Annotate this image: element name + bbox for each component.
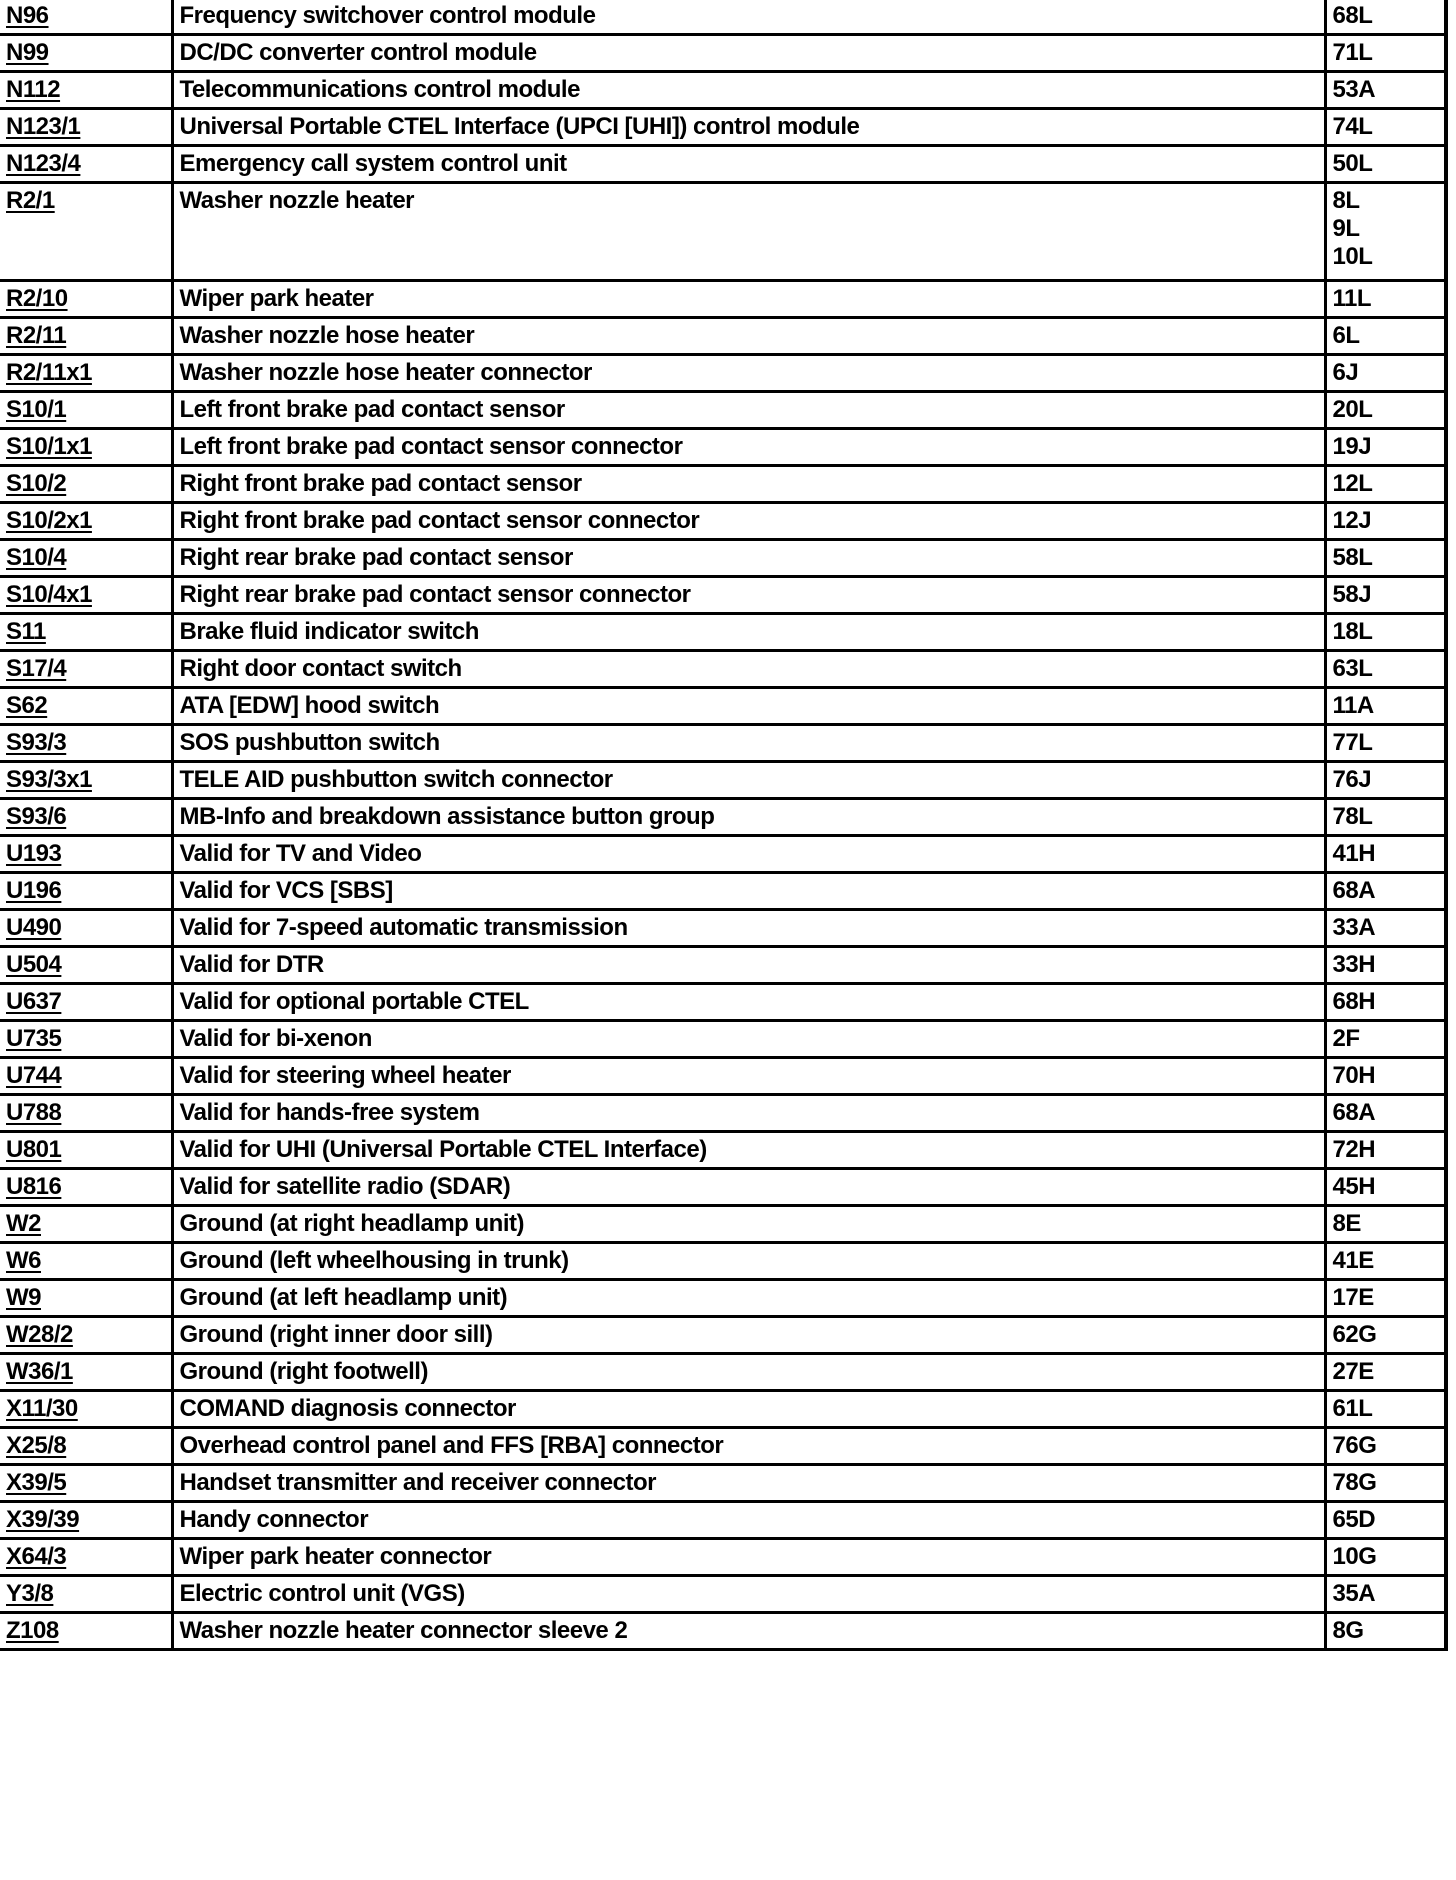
component-code-link[interactable]: N123/4 (6, 150, 81, 177)
grid-location-cell (1325, 540, 1446, 577)
grid-location: 41H (1332, 840, 1376, 867)
table-row (0, 1280, 1446, 1317)
component-description: Washer nozzle heater connector sleeve 2 (172, 1613, 1325, 1650)
table-row (0, 392, 1446, 429)
grid-location-cell (1325, 577, 1446, 614)
grid-location-cell (1325, 72, 1446, 109)
table-row (0, 540, 1446, 577)
component-code-link[interactable]: S62 (6, 692, 48, 719)
grid-location: 78L (1332, 803, 1373, 830)
grid-location: 71L (1332, 39, 1373, 66)
component-description: Right front brake pad contact sensor (172, 466, 1325, 503)
grid-location: 12J (1332, 507, 1372, 534)
component-code-cell (0, 1317, 172, 1354)
grid-location: 74L (1332, 113, 1373, 140)
grid-location-cell (1325, 651, 1446, 688)
grid-location: 27E (1332, 1358, 1374, 1385)
grid-location-cell (1325, 1280, 1446, 1317)
component-code-cell (0, 1539, 172, 1576)
component-code-cell (0, 836, 172, 873)
grid-location: 2F (1332, 1025, 1360, 1052)
table-row (0, 466, 1446, 503)
component-code-link[interactable]: S10/1x1 (6, 433, 92, 460)
grid-location: 53A (1332, 76, 1376, 103)
component-code-cell (0, 503, 172, 540)
component-description: Valid for UHI (Universal Portable CTEL Interface) (172, 1132, 1325, 1169)
grid-location-cell (1325, 836, 1446, 873)
component-description: Right rear brake pad contact sensor connector (172, 577, 1325, 614)
grid-location-cell (1325, 109, 1446, 146)
component-code-cell (0, 1169, 172, 1206)
table-row (0, 984, 1446, 1021)
table-row (0, 1613, 1446, 1650)
component-code-link[interactable]: U193 (6, 840, 62, 867)
grid-location: 20L (1332, 396, 1373, 423)
grid-location-cell (1325, 688, 1446, 725)
component-code-cell (0, 799, 172, 836)
component-code-cell (0, 1354, 172, 1391)
component-code-link[interactable]: U801 (6, 1136, 62, 1163)
grid-location-cell (1325, 318, 1446, 355)
component-code-link[interactable]: S17/4 (6, 655, 67, 682)
component-description: Valid for hands-free system (172, 1095, 1325, 1132)
grid-location-cell (1325, 146, 1446, 183)
grid-location: 6J (1332, 359, 1359, 386)
component-code-cell (0, 109, 172, 146)
grid-location: 8E (1332, 1210, 1361, 1237)
component-description: Valid for optional portable CTEL (172, 984, 1325, 1021)
table-row (0, 318, 1446, 355)
grid-location-cell (1325, 614, 1446, 651)
component-code-cell (0, 0, 172, 35)
grid-location: 78G (1332, 1469, 1377, 1496)
table-row (0, 651, 1446, 688)
grid-location: 68A (1332, 877, 1376, 904)
component-code-cell (0, 1465, 172, 1502)
component-code-link[interactable]: Z108 (6, 1617, 59, 1644)
grid-location: 6L (1332, 322, 1360, 349)
grid-location-cell (1325, 35, 1446, 72)
table-row (0, 35, 1446, 72)
component-description: Washer nozzle hose heater connector (172, 355, 1325, 392)
grid-location-cell (1325, 183, 1446, 281)
grid-location: 33A (1332, 914, 1376, 941)
component-description: MB-Info and breakdown assistance button group (172, 799, 1325, 836)
component-description: Emergency call system control unit (172, 146, 1325, 183)
grid-location: 58J (1332, 581, 1372, 608)
component-description: Handy connector (172, 1502, 1325, 1539)
grid-location-cell (1325, 503, 1446, 540)
component-description: Valid for satellite radio (SDAR) (172, 1169, 1325, 1206)
component-code-link[interactable]: X39/39 (6, 1506, 80, 1533)
table-row (0, 72, 1446, 109)
component-code-link[interactable]: U735 (6, 1025, 62, 1052)
table-row (0, 836, 1446, 873)
grid-location-cell (1325, 1391, 1446, 1428)
grid-location: 33H (1332, 951, 1376, 978)
grid-location: 50L (1332, 150, 1373, 177)
grid-location-cell (1325, 0, 1446, 35)
component-description: Ground (right footwell) (172, 1354, 1325, 1391)
component-code-link[interactable]: U816 (6, 1173, 62, 1200)
component-description: Left front brake pad contact sensor connector (172, 429, 1325, 466)
component-code-cell (0, 1095, 172, 1132)
grid-location: 68H (1332, 988, 1376, 1015)
component-code-link[interactable]: S10/2x1 (6, 507, 92, 534)
grid-location: 8L (1332, 187, 1360, 214)
table-row (0, 1206, 1446, 1243)
grid-location: 65D (1332, 1506, 1376, 1533)
component-code-cell (0, 1576, 172, 1613)
grid-location-cell (1325, 873, 1446, 910)
component-code-cell (0, 1021, 172, 1058)
table-row (0, 1391, 1446, 1428)
component-code-link[interactable]: W2 (6, 1210, 41, 1237)
grid-location-cell (1325, 1613, 1446, 1650)
grid-location-cell (1325, 984, 1446, 1021)
component-code-link[interactable]: X64/3 (6, 1543, 67, 1570)
grid-location-cell (1325, 1132, 1446, 1169)
component-description: Universal Portable CTEL Interface (UPCI [UHI]) control module (172, 109, 1325, 146)
component-description: COMAND diagnosis connector (172, 1391, 1325, 1428)
grid-location: 11A (1332, 692, 1374, 719)
table-row (0, 281, 1446, 318)
table-row (0, 614, 1446, 651)
grid-location-cell (1325, 1021, 1446, 1058)
grid-location-cell (1325, 1576, 1446, 1613)
component-code-link[interactable]: N123/1 (6, 113, 81, 140)
component-code-link[interactable]: R2/11 (6, 322, 67, 349)
grid-location-cell (1325, 1539, 1446, 1576)
component-code-link[interactable]: N112 (6, 76, 61, 103)
component-code-cell (0, 984, 172, 1021)
table-row (0, 109, 1446, 146)
grid-location-cell (1325, 466, 1446, 503)
component-code-link[interactable]: S10/4 (6, 544, 67, 571)
table-row (0, 1576, 1446, 1613)
component-description: Ground (left wheelhousing in trunk) (172, 1243, 1325, 1280)
component-code-link[interactable]: Y3/8 (6, 1580, 54, 1607)
component-code-cell (0, 1206, 172, 1243)
component-code-cell (0, 725, 172, 762)
component-description: Electric control unit (VGS) (172, 1576, 1325, 1613)
component-description: TELE AID pushbutton switch connector (172, 762, 1325, 799)
grid-location-cell (1325, 1243, 1446, 1280)
component-code-link[interactable]: X25/8 (6, 1432, 67, 1459)
component-code-link[interactable]: S11 (6, 618, 46, 645)
component-description: Telecommunications control module (172, 72, 1325, 109)
table-row (0, 503, 1446, 540)
table-row (0, 1132, 1446, 1169)
component-code-link[interactable]: S93/3x1 (6, 766, 92, 793)
component-code-link[interactable]: R2/10 (6, 285, 68, 312)
component-code-link[interactable]: U504 (6, 951, 62, 978)
grid-location: 72H (1332, 1136, 1376, 1163)
component-code-link[interactable]: U744 (6, 1062, 62, 1089)
grid-location: 68A (1332, 1099, 1376, 1126)
component-description: Overhead control panel and FFS [RBA] connector (172, 1428, 1325, 1465)
component-description: DC/DC converter control module (172, 35, 1325, 72)
component-code-link[interactable]: U788 (6, 1099, 62, 1126)
component-code-cell (0, 466, 172, 503)
component-code-link[interactable]: S10/4x1 (6, 581, 92, 608)
component-code-cell (0, 540, 172, 577)
component-code-link[interactable]: N96 (6, 2, 49, 29)
grid-location-cell (1325, 1317, 1446, 1354)
component-code-cell (0, 1132, 172, 1169)
grid-location: 17E (1332, 1284, 1374, 1311)
component-code-link[interactable]: R2/1 (6, 187, 55, 214)
grid-location: 58L (1332, 544, 1373, 571)
component-code-cell (0, 1280, 172, 1317)
grid-location-cell (1325, 725, 1446, 762)
table-row (0, 1502, 1446, 1539)
grid-location-cell (1325, 1095, 1446, 1132)
table-row (0, 0, 1446, 35)
component-code-cell (0, 35, 172, 72)
table-row (0, 577, 1446, 614)
grid-location: 45H (1332, 1173, 1376, 1200)
grid-location: 76G (1332, 1432, 1377, 1459)
component-description: Brake fluid indicator switch (172, 614, 1325, 651)
grid-location: 10G (1332, 1543, 1377, 1570)
table-row (0, 1539, 1446, 1576)
component-code-cell (0, 873, 172, 910)
table-row (0, 1317, 1446, 1354)
table-row (0, 947, 1446, 984)
component-code-link[interactable]: S93/3 (6, 729, 67, 756)
component-description: Valid for VCS [SBS] (172, 873, 1325, 910)
component-description: Left front brake pad contact sensor (172, 392, 1325, 429)
grid-location: 76J (1332, 766, 1372, 793)
component-description: Right door contact switch (172, 651, 1325, 688)
component-code-cell (0, 1391, 172, 1428)
component-description: Ground (right inner door sill) (172, 1317, 1325, 1354)
grid-location-cell (1325, 1169, 1446, 1206)
component-description: Valid for 7-speed automatic transmission (172, 910, 1325, 947)
table-row (0, 799, 1446, 836)
table-row (0, 1354, 1446, 1391)
component-description: Wiper park heater (172, 281, 1325, 318)
grid-location-cell (1325, 799, 1446, 836)
component-code-cell (0, 1243, 172, 1280)
component-code-cell (0, 1428, 172, 1465)
grid-location-cell (1325, 1465, 1446, 1502)
table-row (0, 762, 1446, 799)
grid-location-cell (1325, 429, 1446, 466)
component-description: Valid for steering wheel heater (172, 1058, 1325, 1095)
component-description: Washer nozzle heater (172, 183, 1325, 281)
grid-location-cell (1325, 1206, 1446, 1243)
grid-location-cell (1325, 1502, 1446, 1539)
component-code-cell (0, 318, 172, 355)
component-code-link[interactable]: U490 (6, 914, 62, 941)
component-code-link[interactable]: U637 (6, 988, 62, 1015)
component-code-cell (0, 614, 172, 651)
component-code-cell (0, 651, 172, 688)
grid-location-cell (1325, 1354, 1446, 1391)
component-code-cell (0, 947, 172, 984)
table-row (0, 183, 1446, 281)
grid-location: 70H (1332, 1062, 1376, 1089)
component-code-link[interactable]: S10/2 (6, 470, 67, 497)
component-description: Ground (at right headlamp unit) (172, 1206, 1325, 1243)
component-code-cell (0, 183, 172, 281)
grid-location-cell (1325, 947, 1446, 984)
component-description: Washer nozzle hose heater (172, 318, 1325, 355)
grid-location: 9L (1332, 215, 1360, 242)
component-code-cell (0, 1502, 172, 1539)
table-row (0, 873, 1446, 910)
grid-location: 63L (1332, 655, 1373, 682)
grid-location: 12L (1332, 470, 1373, 497)
component-description: SOS pushbutton switch (172, 725, 1325, 762)
component-code-cell (0, 910, 172, 947)
component-description: Frequency switchover control module (172, 0, 1325, 35)
component-code-cell (0, 577, 172, 614)
table-row (0, 355, 1446, 392)
component-code-link[interactable]: S93/6 (6, 803, 67, 830)
component-description: ATA [EDW] hood switch (172, 688, 1325, 725)
grid-location-cell (1325, 762, 1446, 799)
component-code-link[interactable]: W36/1 (6, 1358, 73, 1385)
table-row (0, 1058, 1446, 1095)
table-row (0, 910, 1446, 947)
component-description: Handset transmitter and receiver connector (172, 1465, 1325, 1502)
component-code-cell (0, 392, 172, 429)
component-code-cell (0, 762, 172, 799)
grid-location-cell (1325, 392, 1446, 429)
grid-location: 10L (1332, 243, 1373, 270)
table-row (0, 1243, 1446, 1280)
grid-location-cell (1325, 281, 1446, 318)
grid-location: 41E (1332, 1247, 1374, 1274)
table-row (0, 1428, 1446, 1465)
table-row (0, 1465, 1446, 1502)
component-description: Ground (at left headlamp unit) (172, 1280, 1325, 1317)
grid-location: 19J (1332, 433, 1372, 460)
component-code-cell (0, 688, 172, 725)
grid-location: 8G (1332, 1617, 1364, 1644)
component-code-link[interactable]: W28/2 (6, 1321, 73, 1348)
component-code-cell (0, 429, 172, 466)
table-row (0, 1095, 1446, 1132)
table-row (0, 688, 1446, 725)
component-description: Valid for bi-xenon (172, 1021, 1325, 1058)
grid-location: 35A (1332, 1580, 1376, 1607)
component-code-cell (0, 1613, 172, 1650)
component-code-cell (0, 1058, 172, 1095)
component-description: Valid for TV and Video (172, 836, 1325, 873)
component-code-cell (0, 281, 172, 318)
grid-location-cell (1325, 1058, 1446, 1095)
grid-location-cell (1325, 910, 1446, 947)
component-code-link[interactable]: N99 (6, 39, 49, 66)
grid-location: 68L (1332, 2, 1373, 29)
grid-location: 62G (1332, 1321, 1377, 1348)
component-code-link[interactable]: S10/1 (6, 396, 67, 423)
table-row (0, 1021, 1446, 1058)
table-row (0, 146, 1446, 183)
component-description: Right front brake pad contact sensor connector (172, 503, 1325, 540)
table-row (0, 1169, 1446, 1206)
grid-location-cell (1325, 355, 1446, 392)
component-code-link[interactable]: U196 (6, 877, 62, 904)
component-code-link[interactable]: W6 (6, 1247, 41, 1274)
grid-location: 77L (1332, 729, 1373, 756)
grid-location: 61L (1332, 1395, 1373, 1422)
component-code-link[interactable]: R2/11x1 (6, 359, 92, 386)
component-description: Right rear brake pad contact sensor (172, 540, 1325, 577)
component-code-link[interactable]: X39/5 (6, 1469, 67, 1496)
table-row (0, 725, 1446, 762)
grid-location: 11L (1332, 285, 1372, 312)
component-description: Valid for DTR (172, 947, 1325, 984)
table-row (0, 429, 1446, 466)
component-code-link[interactable]: W9 (6, 1284, 41, 1311)
component-code-link[interactable]: X11/30 (6, 1395, 78, 1422)
component-code-cell (0, 146, 172, 183)
grid-location: 18L (1332, 618, 1373, 645)
component-description: Wiper park heater connector (172, 1539, 1325, 1576)
component-code-cell (0, 355, 172, 392)
grid-location-cell (1325, 1428, 1446, 1465)
component-code-cell (0, 72, 172, 109)
